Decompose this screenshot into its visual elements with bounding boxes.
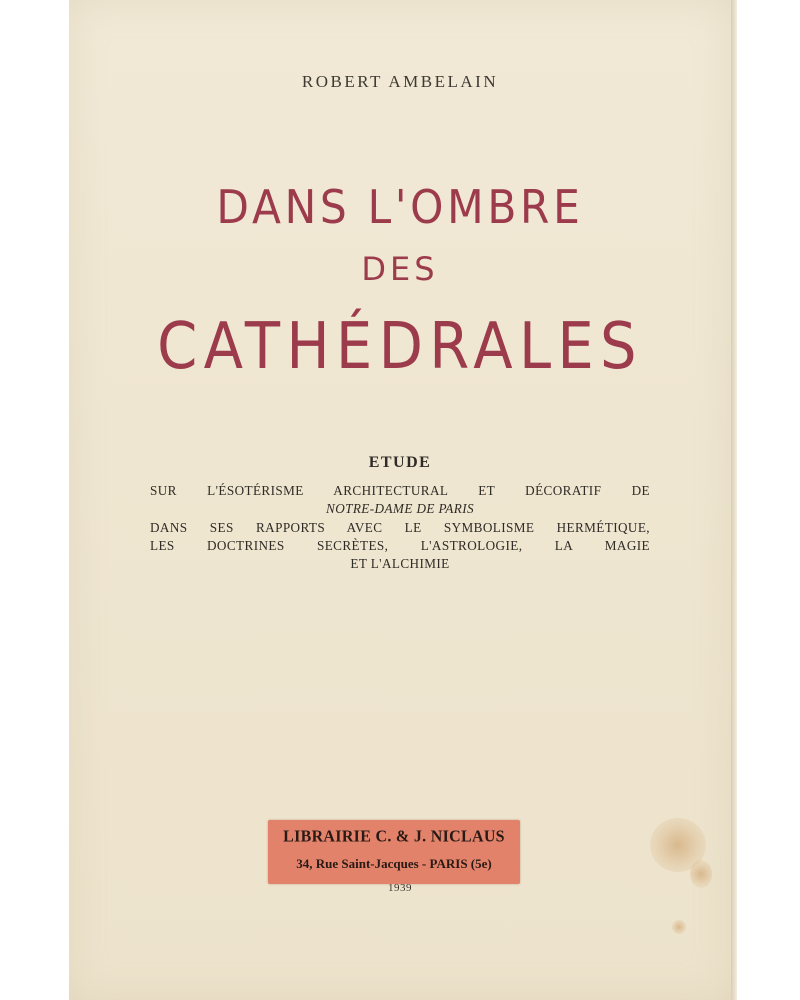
title-line-1: DANS L'OMBRE bbox=[216, 180, 584, 234]
publication-year: 1939 bbox=[388, 882, 412, 894]
title-line-3: CATHÉDRALES bbox=[157, 310, 643, 384]
description-line: SUR L'ÉSOTÉRISME ARCHITECTURAL ET DÉCORATIF DE bbox=[150, 483, 650, 498]
description-line: ET L'ALCHIMIE bbox=[350, 556, 450, 572]
subtitle-heading: ETUDE bbox=[368, 454, 432, 471]
subtitle-description bbox=[150, 482, 650, 573]
author-name: ROBERT AMBELAIN bbox=[301, 72, 499, 91]
description-line: LES DOCTRINES SECRÈTES, L'ASTROLOGIE, LA MAGIE bbox=[150, 537, 650, 553]
description-line: DANS SES RAPPORTS AVEC LE SYMBOLISME HERMÉTIQUE, bbox=[150, 519, 650, 535]
publisher-address: 34, Rue Saint-Jacques - PARIS (5e) bbox=[296, 856, 492, 871]
foxing-stain bbox=[672, 920, 686, 934]
description-line: NOTRE-DAME DE PARIS bbox=[326, 501, 474, 517]
title-line-2: DES bbox=[361, 250, 439, 288]
cover-edge bbox=[731, 0, 737, 1000]
publisher-name: LIBRAIRIE C. & J. NICLAUS bbox=[283, 827, 505, 846]
publisher-label bbox=[268, 820, 520, 884]
